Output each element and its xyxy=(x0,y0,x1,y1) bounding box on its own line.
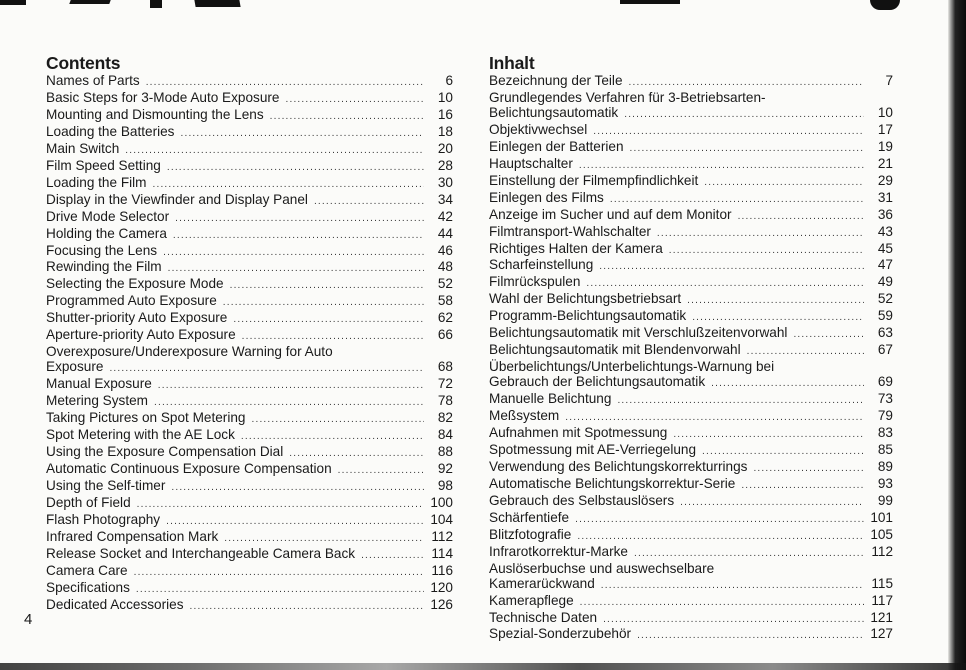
toc-leader-dots xyxy=(692,311,864,326)
toc-entry xyxy=(46,394,453,411)
toc-entry-title: Objektivwechsel xyxy=(489,121,588,137)
toc-entry-title: Specifications xyxy=(46,579,130,595)
toc-entry-title: Automatic Continuous Exposure Compensation xyxy=(46,460,332,476)
toc-entry-title: Automatische Belichtungskorrektur-Serie xyxy=(489,475,736,491)
toc-leader-dots xyxy=(136,583,424,598)
toc-leader-dots xyxy=(601,579,864,594)
toc-leader-dots xyxy=(125,144,424,159)
toc-leader-dots xyxy=(586,277,864,292)
toc-leader-dots xyxy=(610,193,864,208)
toc-leader-dots xyxy=(680,496,864,511)
toc-entry-page: 59 xyxy=(877,308,893,324)
toc-entry xyxy=(46,462,453,479)
scan-binding-shadow xyxy=(948,0,966,670)
toc-entry-title: Auslöserbuchse und auswechselbare xyxy=(489,560,715,576)
toc-entry-title: Rewinding the Film xyxy=(46,259,162,275)
toc-entry xyxy=(46,411,453,428)
toc-entry-page: 112 xyxy=(871,543,893,559)
toc-entry-title: Hauptschalter xyxy=(489,155,573,171)
toc-leader-dots xyxy=(624,108,864,123)
toc-entry-title: Aperture-priority Auto Exposure xyxy=(46,327,236,343)
toc-entry-page: 34 xyxy=(437,191,453,207)
toc-entry-page: 104 xyxy=(430,511,453,527)
toc-leader-dots xyxy=(223,296,424,311)
toc-leader-dots xyxy=(577,530,864,545)
toc-entry-page: 78 xyxy=(437,393,453,409)
toc-entry xyxy=(46,496,453,513)
toc-entry-page: 6 xyxy=(445,73,453,88)
toc-entry-page: 47 xyxy=(877,257,893,273)
toc-leader-dots xyxy=(171,481,424,496)
toc-entry-page: 48 xyxy=(437,259,453,275)
toc-entry-page: 127 xyxy=(870,626,893,642)
toc-entry-title: Kamerapflege xyxy=(489,592,574,608)
toc-entry xyxy=(489,477,893,494)
toc-leader-dots xyxy=(158,379,424,394)
toc-entry-page: 115 xyxy=(871,575,893,591)
toc-entry-title: Focusing the Lens xyxy=(46,242,158,258)
toc-leader-dots xyxy=(241,430,424,445)
toc-leader-dots xyxy=(673,428,864,443)
toc-entry-title: Schärfentiefe xyxy=(489,509,570,525)
toc-entry xyxy=(489,360,893,375)
toc-leader-dots xyxy=(154,396,424,411)
toc-entry-title: Selecting the Exposure Mode xyxy=(46,276,224,292)
toc-entry-title: Aufnahmen mit Spotmessung xyxy=(489,425,668,441)
toc-entry-title: Gebrauch des Selbstauslösers xyxy=(489,492,675,508)
toc-entry-page: 117 xyxy=(871,592,893,608)
toc-entry-page: 66 xyxy=(437,327,453,343)
toc-entry xyxy=(489,545,893,562)
toc-entry xyxy=(46,445,453,462)
toc-entry-title: Technische Daten xyxy=(489,609,598,625)
toc-entry-page: 43 xyxy=(877,223,893,239)
toc-entry-page: 18 xyxy=(437,123,453,139)
toc-leader-dots xyxy=(153,178,425,193)
toc-leader-dots xyxy=(630,142,864,157)
toc-entry xyxy=(46,328,453,345)
toc-leader-dots xyxy=(230,279,424,294)
toc-leader-dots xyxy=(793,328,864,343)
scan-edge-mark xyxy=(69,0,110,4)
toc-entry-page: 121 xyxy=(870,609,893,625)
toc-entry xyxy=(489,258,893,275)
toc-entry xyxy=(489,174,893,191)
toc-entry-page: 69 xyxy=(877,374,893,390)
toc-entry-page: 92 xyxy=(437,460,453,476)
toc-entry-title: Meßsystem xyxy=(489,408,560,424)
toc-leader-dots xyxy=(180,127,424,142)
toc-entry xyxy=(489,326,893,343)
toc-entry xyxy=(46,479,453,496)
toc-entry-title: Anzeige im Sucher und auf dem Monitor xyxy=(489,206,732,222)
page-number: 4 xyxy=(24,611,33,628)
toc-entry xyxy=(489,208,893,225)
toc-entry-title: Infrarotkorrektur-Marke xyxy=(489,543,628,559)
toc-leader-dots xyxy=(251,413,424,428)
toc-entry xyxy=(46,377,453,394)
toc-entry-page: 58 xyxy=(437,293,453,309)
toc-entry-page: 99 xyxy=(877,492,893,508)
toc-leader-dots xyxy=(593,125,864,140)
toc-entry-page: 63 xyxy=(877,325,893,341)
toc-leader-dots xyxy=(285,93,424,108)
toc-entry-title: Using the Exposure Compensation Dial xyxy=(46,443,284,459)
toc-entry-page: 62 xyxy=(437,310,453,326)
toc-entry-title: Richtiges Halten der Kamera xyxy=(489,240,663,256)
toc-leader-dots xyxy=(109,362,424,377)
toc-entry xyxy=(46,176,453,193)
toc-leader-dots xyxy=(702,445,864,460)
toc-entry-title: Names of Parts xyxy=(46,73,140,88)
toc-entry xyxy=(489,511,893,528)
toc-entry-title: Manuelle Belichtung xyxy=(489,391,612,407)
toc-entry xyxy=(489,611,893,628)
toc-leader-dots xyxy=(738,210,864,225)
toc-entry-page: 73 xyxy=(877,391,893,407)
toc-entry-title: Metering System xyxy=(46,393,148,409)
toc-entry xyxy=(489,225,893,242)
toc-entry-page: 114 xyxy=(431,545,453,561)
toc-entry-page: 98 xyxy=(437,477,453,493)
toc-entry xyxy=(489,242,893,259)
toc-entry-title: Blitzfotografie xyxy=(489,526,572,542)
toc-entry xyxy=(46,227,453,244)
toc-entry-page: 89 xyxy=(877,458,893,474)
toc-entry-title: Film Speed Setting xyxy=(46,157,161,173)
toc-entry-page: 84 xyxy=(437,427,453,443)
toc-entry-page: 36 xyxy=(877,206,893,222)
inhalt-list xyxy=(489,74,893,644)
toc-entry xyxy=(489,191,893,208)
toc-entry xyxy=(46,159,453,176)
toc-entry-page: 88 xyxy=(437,443,453,459)
toc-entry xyxy=(46,564,453,581)
toc-entry-title: Spezial-Sonderzubehör xyxy=(489,626,632,642)
toc-entry-page: 10 xyxy=(437,89,453,105)
toc-entry-title: Dedicated Accessories xyxy=(46,596,184,612)
toc-leader-dots xyxy=(270,110,424,125)
toc-entry-title: Überbelichtungs/Unterbelichtungs-Warnung bei xyxy=(489,359,775,375)
toc-entry-title: Belichtungsautomatik mit Blendenvorwahl xyxy=(489,342,741,358)
toc-entry-page: 45 xyxy=(877,240,893,256)
toc-entry-title: Exposure xyxy=(46,359,104,375)
toc-entry xyxy=(489,343,893,360)
toc-entry-page: 72 xyxy=(437,376,453,392)
toc-leader-dots xyxy=(134,566,424,581)
toc-entry-page: 28 xyxy=(437,157,453,173)
toc-leader-dots xyxy=(190,600,424,615)
toc-entry-title: Filmtransport-Wahlschalter xyxy=(489,223,651,239)
toc-leader-dots xyxy=(289,447,424,462)
toc-entry-page: 16 xyxy=(437,106,453,122)
toc-entry-page: 79 xyxy=(877,408,893,424)
toc-leader-dots xyxy=(741,479,864,494)
toc-entry-page: 67 xyxy=(877,342,893,358)
toc-entry-title: Overexposure/Underexposure Warning for Auto xyxy=(46,344,333,360)
toc-entry-title: Taking Pictures on Spot Metering xyxy=(46,410,246,426)
toc-entry xyxy=(489,292,893,309)
toc-entry-title: Camera Care xyxy=(46,562,128,578)
scan-bottom-edge xyxy=(0,663,966,670)
toc-leader-dots xyxy=(175,212,424,227)
toc-leader-dots xyxy=(599,260,864,275)
toc-entry-page: 112 xyxy=(431,528,453,544)
toc-entry-title: Display in the Viewfinder and Display Panel xyxy=(46,191,308,207)
toc-entry-page: 49 xyxy=(877,274,893,290)
toc-entry xyxy=(489,140,893,157)
toc-entry-title: Spot Metering with the AE Lock xyxy=(46,427,235,443)
toc-entry xyxy=(489,375,893,392)
contents-column-english xyxy=(46,52,453,615)
toc-entry xyxy=(46,91,453,108)
toc-leader-dots xyxy=(579,159,864,174)
toc-entry-title: Programmed Auto Exposure xyxy=(46,293,217,309)
toc-entry-title: Manual Exposure xyxy=(46,376,152,392)
toc-entry-page: 29 xyxy=(877,172,893,188)
toc-entry-title: Belichtungsautomatik mit Verschlußzeitenvorwahl xyxy=(489,325,788,341)
toc-entry xyxy=(46,360,453,377)
toc-entry-title: Verwendung des Belichtungskorrekturrings xyxy=(489,458,748,474)
toc-entry xyxy=(489,528,893,545)
toc-entry-page: 101 xyxy=(870,509,893,525)
toc-entry-title: Filmrückspulen xyxy=(489,274,581,290)
toc-entry-title: Flash Photography xyxy=(46,511,161,527)
toc-entry-title: Einlegen des Films xyxy=(489,189,604,205)
toc-leader-dots xyxy=(137,498,424,513)
scan-edge-mark xyxy=(620,0,680,4)
scan-edge-mark xyxy=(194,0,240,7)
toc-entry-title: Spotmessung mit AE-Verriegelung xyxy=(489,441,697,457)
toc-leader-dots xyxy=(314,195,424,210)
toc-entry-page: 17 xyxy=(877,121,893,137)
toc-entry xyxy=(489,577,893,594)
toc-entry-page: 116 xyxy=(431,562,453,578)
toc-leader-dots xyxy=(168,262,424,277)
toc-entry xyxy=(46,260,453,277)
toc-entry xyxy=(46,108,453,125)
toc-leader-dots xyxy=(617,394,864,409)
contents-list xyxy=(46,74,453,615)
toc-entry xyxy=(46,345,453,360)
scan-edge-mark xyxy=(150,0,162,8)
toc-leader-dots xyxy=(173,229,424,244)
toc-entry-page: 68 xyxy=(437,359,453,375)
toc-entry xyxy=(46,513,453,530)
toc-leader-dots xyxy=(224,532,424,547)
toc-entry-title: Programm-Belichtungsautomatik xyxy=(489,308,687,324)
toc-entry-page: 105 xyxy=(870,526,893,542)
toc-entry xyxy=(46,277,453,294)
toc-entry xyxy=(46,294,453,311)
toc-entry xyxy=(46,74,453,91)
toc-entry xyxy=(489,426,893,443)
toc-leader-dots xyxy=(233,313,424,328)
toc-entry-page: 83 xyxy=(877,425,893,441)
toc-entry-title: Holding the Camera xyxy=(46,225,167,241)
toc-entry-title: Gebrauch der Belichtungsautomatik xyxy=(489,374,706,390)
toc-entry xyxy=(489,494,893,511)
toc-entry-title: Depth of Field xyxy=(46,494,131,510)
toc-leader-dots xyxy=(629,76,864,91)
toc-entry-page: 93 xyxy=(877,475,893,491)
toc-leader-dots xyxy=(565,411,864,426)
toc-leader-dots xyxy=(580,596,864,611)
contents-column-german xyxy=(489,52,893,644)
toc-entry xyxy=(489,91,893,106)
toc-entry xyxy=(46,193,453,210)
toc-entry xyxy=(46,142,453,159)
toc-entry xyxy=(46,581,453,598)
toc-entry xyxy=(489,443,893,460)
toc-entry-title: Bezeichnung der Teile xyxy=(489,73,623,88)
toc-entry-title: Loading the Film xyxy=(46,174,147,190)
toc-leader-dots xyxy=(637,629,864,644)
toc-entry xyxy=(46,311,453,328)
toc-entry-title: Drive Mode Selector xyxy=(46,208,170,224)
toc-entry xyxy=(489,123,893,140)
toc-leader-dots xyxy=(687,294,864,309)
toc-leader-dots xyxy=(669,244,864,259)
toc-entry-page: 46 xyxy=(437,242,453,258)
toc-entry-title: Loading the Batteries xyxy=(46,123,175,139)
toc-entry-page: 100 xyxy=(430,494,453,510)
toc-entry xyxy=(46,547,453,564)
toc-leader-dots xyxy=(163,246,424,261)
toc-entry xyxy=(46,125,453,142)
toc-entry-title: Shutter-priority Auto Exposure xyxy=(46,310,228,326)
toc-entry xyxy=(489,275,893,292)
toc-leader-dots xyxy=(338,464,424,479)
toc-entry-page: 126 xyxy=(430,596,453,612)
scan-edge-mark xyxy=(870,0,900,10)
toc-leader-dots xyxy=(753,462,864,477)
toc-entry-title: Scharfeinstellung xyxy=(489,257,594,273)
toc-leader-dots xyxy=(747,345,864,360)
toc-entry-page: 10 xyxy=(877,104,893,120)
contents-heading: Contents xyxy=(46,53,121,73)
toc-entry-title: Einstellung der Filmempfindlichkeit xyxy=(489,172,699,188)
toc-entry xyxy=(489,392,893,409)
toc-entry xyxy=(489,309,893,326)
toc-entry-page: 31 xyxy=(877,189,893,205)
toc-leader-dots xyxy=(634,547,864,562)
toc-entry-title: Main Switch xyxy=(46,140,120,156)
toc-entry-title: Release Socket and Interchangeable Camera Back xyxy=(46,545,356,561)
toc-entry xyxy=(489,460,893,477)
toc-leader-dots xyxy=(603,613,864,628)
toc-entry-page: 30 xyxy=(437,174,453,190)
toc-entry-title: Using the Self-timer xyxy=(46,477,166,493)
toc-entry xyxy=(46,428,453,445)
toc-entry xyxy=(46,210,453,227)
toc-entry xyxy=(46,530,453,547)
toc-leader-dots xyxy=(711,377,864,392)
toc-leader-dots xyxy=(704,176,864,191)
toc-entry-page: 120 xyxy=(430,579,453,595)
toc-entry xyxy=(489,74,893,91)
toc-entry-page: 52 xyxy=(437,276,453,292)
toc-entry xyxy=(489,157,893,174)
toc-entry xyxy=(489,594,893,611)
toc-entry xyxy=(489,409,893,426)
toc-leader-dots xyxy=(657,227,864,242)
toc-leader-dots xyxy=(575,513,864,528)
toc-entry-page: 19 xyxy=(877,138,893,154)
toc-leader-dots xyxy=(166,515,424,530)
toc-entry-page: 85 xyxy=(877,441,893,457)
toc-entry-page: 7 xyxy=(885,73,893,88)
toc-entry-page: 82 xyxy=(437,410,453,426)
toc-entry-title: Grundlegendes Verfahren für 3-Betriebsarten- xyxy=(489,89,766,105)
toc-entry-title: Einlegen der Batterien xyxy=(489,138,624,154)
toc-entry-page: 21 xyxy=(877,155,893,171)
toc-entry-title: Wahl der Belichtungsbetriebsart xyxy=(489,291,682,307)
toc-entry xyxy=(489,106,893,123)
toc-entry-title: Basic Steps for 3-Mode Auto Exposure xyxy=(46,89,280,105)
toc-entry xyxy=(46,244,453,261)
toc-leader-dots xyxy=(242,330,424,345)
inhalt-heading: Inhalt xyxy=(489,53,535,73)
toc-leader-dots xyxy=(361,549,424,564)
toc-entry-page: 42 xyxy=(437,208,453,224)
toc-entry-title: Mounting and Dismounting the Lens xyxy=(46,106,264,122)
toc-entry-title: Infrared Compensation Mark xyxy=(46,528,219,544)
toc-entry xyxy=(489,562,893,577)
toc-leader-dots xyxy=(146,76,424,91)
toc-entry xyxy=(489,627,893,644)
toc-entry-page: 52 xyxy=(877,291,893,307)
toc-entry xyxy=(46,598,453,615)
scan-edge-mark xyxy=(0,0,26,5)
toc-leader-dots xyxy=(167,161,424,176)
toc-entry-title: Kamerarückwand xyxy=(489,575,595,591)
toc-entry-page: 20 xyxy=(437,140,453,156)
toc-entry-title: Belichtungsautomatik xyxy=(489,104,619,120)
toc-entry-page: 44 xyxy=(437,225,453,241)
